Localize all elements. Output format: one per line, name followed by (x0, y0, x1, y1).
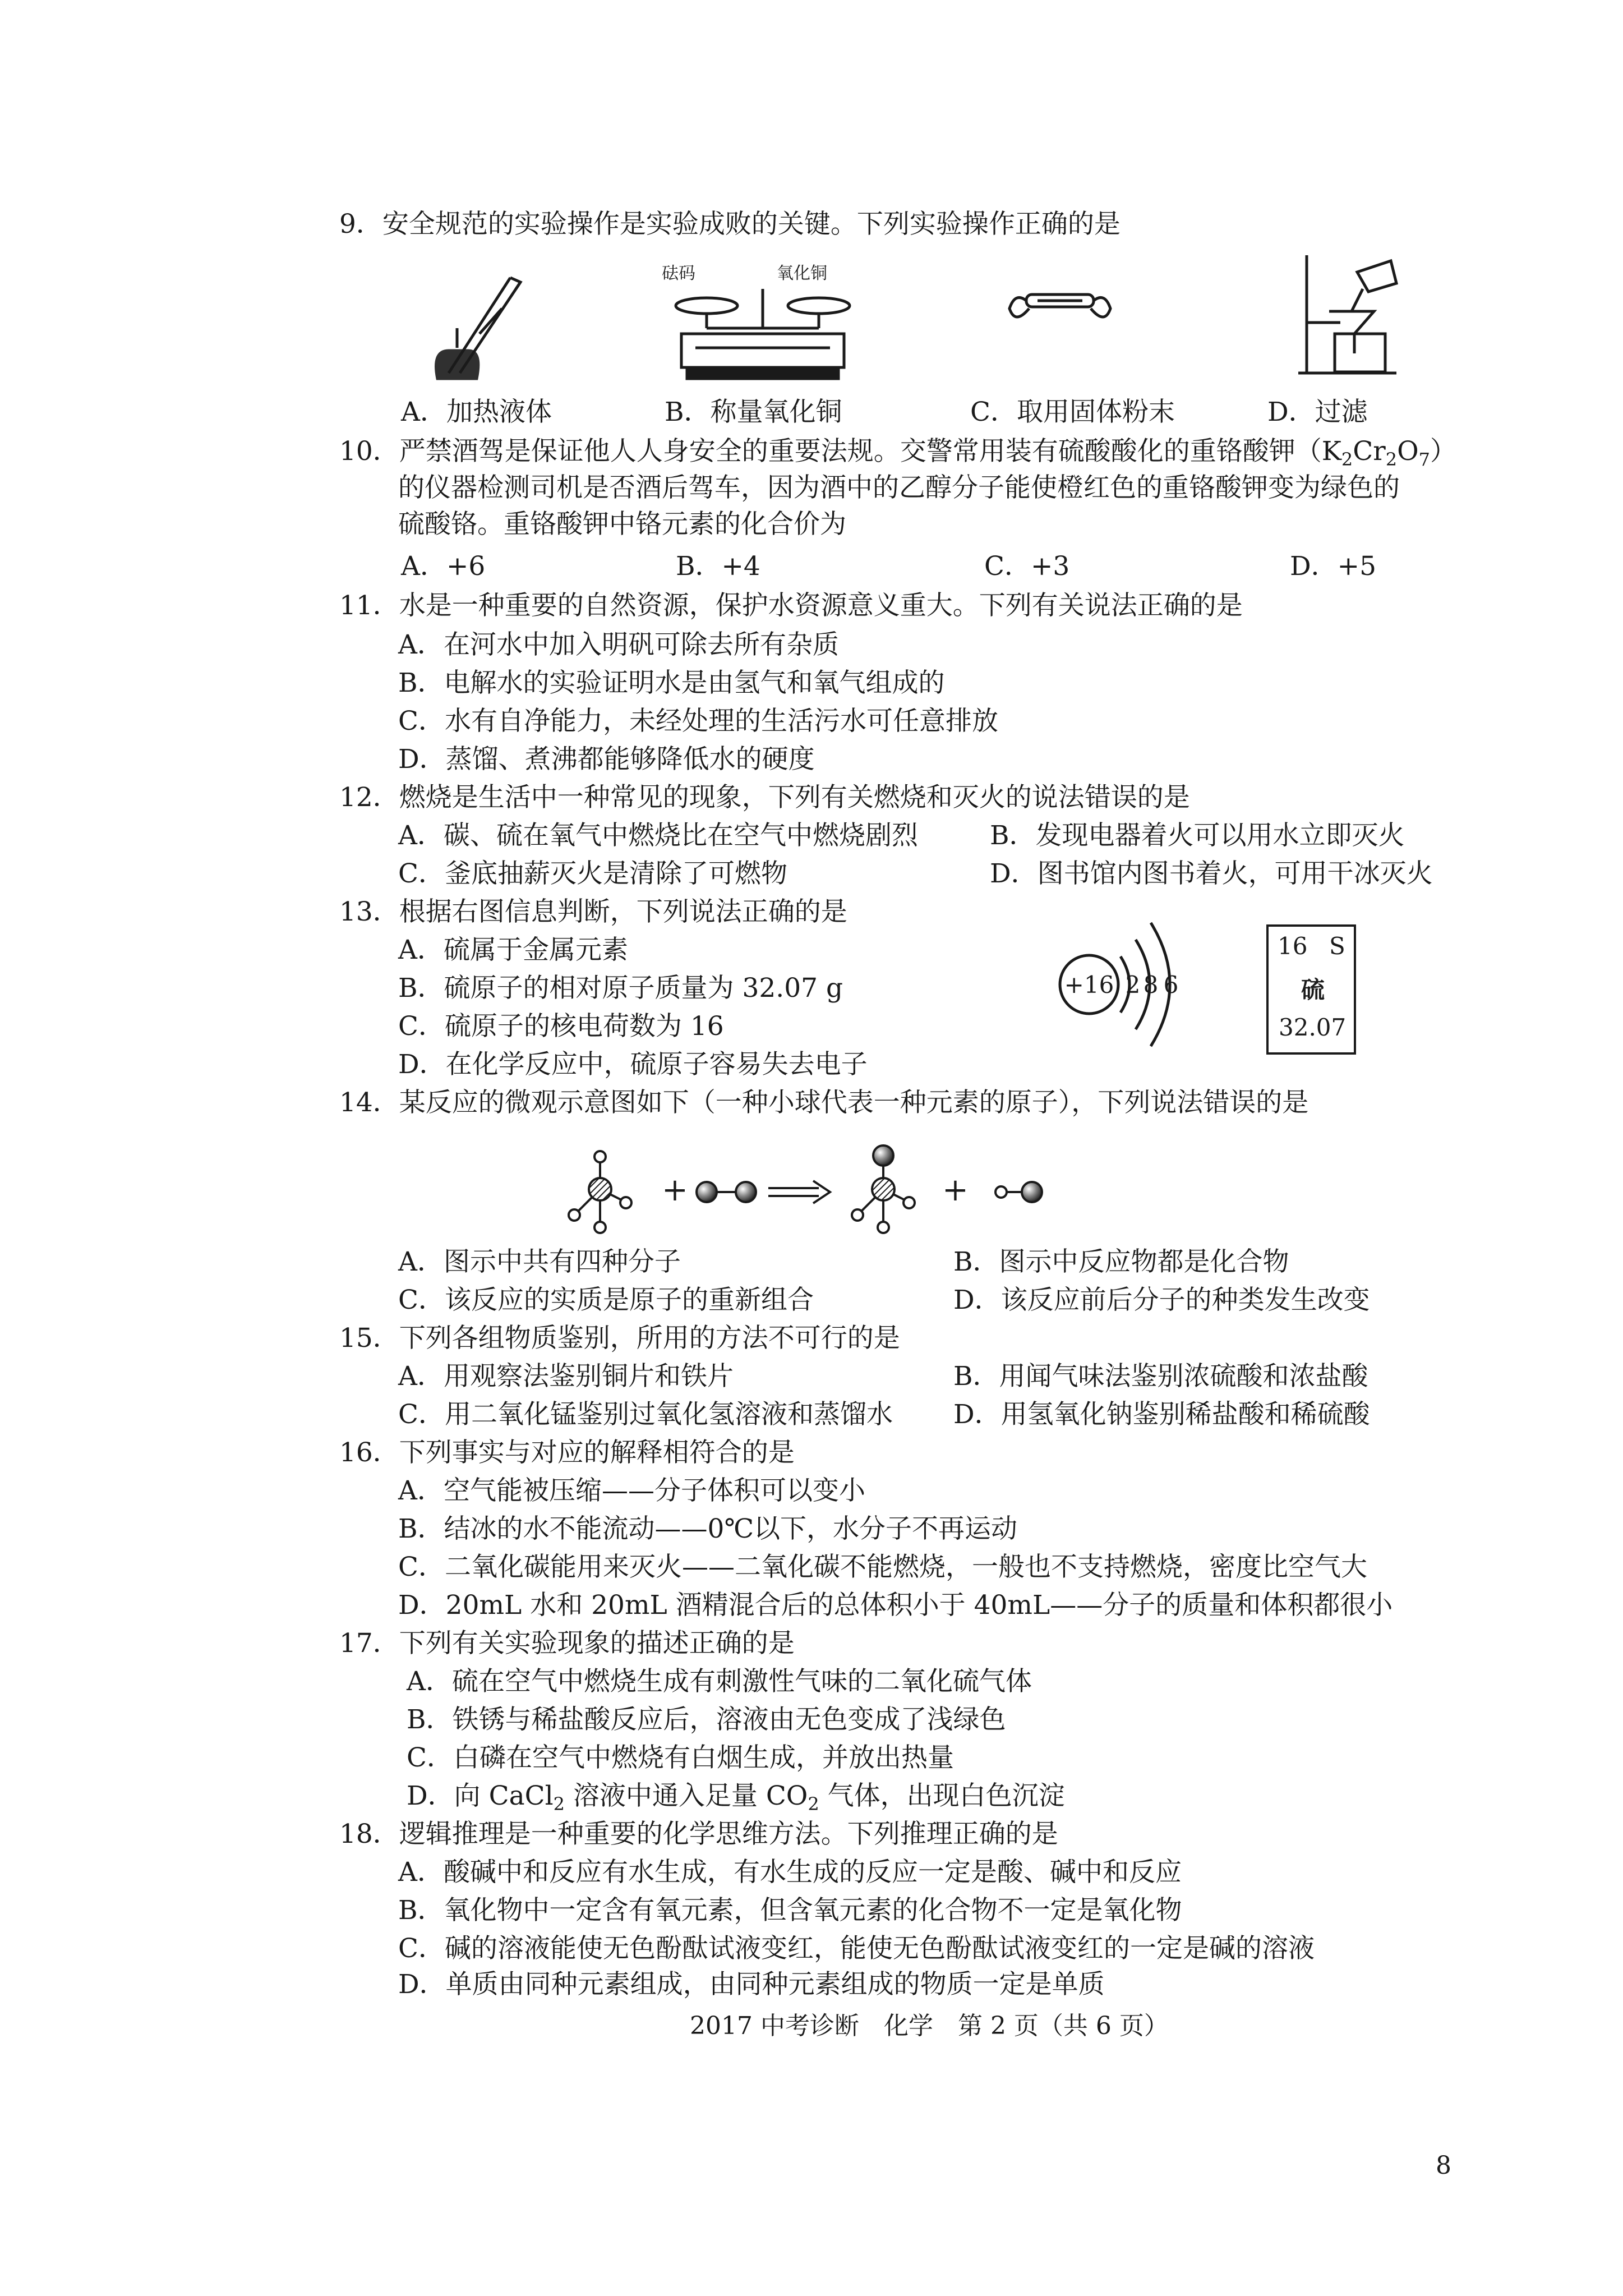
q9-option-b: B．称量氧化铜 (665, 397, 842, 427)
plus-sign-1: + (662, 1172, 688, 1208)
q14-option-c: C．该反应的实质是原子的重新组合 (398, 1285, 814, 1315)
q12-option-a: A．碳、硫在氧气中燃烧比在空气中燃烧剧烈 (398, 820, 918, 851)
reactant-molecule-1 (569, 1151, 631, 1233)
q12-option-c: C．釜底抽薪灭火是清除了可燃物 (398, 858, 787, 889)
q15-option-a: A．用观察法鉴别铜片和铁片 (398, 1361, 734, 1392)
q14-option-a: A．图示中共有四种分子 (398, 1246, 681, 1277)
weights-label: 砝码 (662, 264, 695, 283)
q13-option-d: D．在化学反应中，硫原子容易失去电子 (398, 1049, 868, 1080)
q11-option-c: C．水有自净能力，未经处理的生活污水可任意排放 (398, 706, 998, 737)
sulfur-element-card (1266, 924, 1356, 1055)
q13-option-a: A．硫属于金属元素 (398, 935, 628, 965)
q17-stem: 17．下列有关实验现象的描述正确的是 (339, 1628, 795, 1659)
q16-option-d: D．20mL 水和 20mL 酒精混合后的总体积小于 40mL——分子的质量和体积都很小 (398, 1590, 1393, 1621)
q12-option-b: B．发现电器着火可以用水立即灭火 (990, 820, 1405, 851)
nucleus-charge: +16 (1064, 971, 1114, 999)
q9-stem: 9．安全规范的实验操作是实验成败的关键。下列实验操作正确的是 (339, 209, 1121, 240)
q9-option-a: A．加热液体 (401, 397, 552, 427)
atomic-mass: 32.07 (1279, 1014, 1347, 1041)
q11-option-b: B．电解水的实验证明水是由氢气和氧气组成的 (398, 668, 945, 698)
q13-stem: 13．根据右图信息判断，下列说法正确的是 (339, 896, 847, 927)
q16-option-b: B．结冰的水不能流动——0℃以下，水分子不再运动 (398, 1513, 1018, 1544)
q12-option-d: D．图书馆内图书着火，可用干冰灭火 (990, 858, 1433, 889)
element-name: 硫 (1301, 976, 1325, 1004)
q12-stem: 12．燃烧是生活中一种常见的现象，下列有关燃烧和灭火的说法错误的是 (339, 782, 1190, 813)
q10-option-d: D．+5 (1290, 551, 1376, 582)
q17-option-c: C．白磷在空气中燃烧有白烟生成，并放出热量 (407, 1742, 954, 1773)
q16-option-a: A．空气能被压缩——分子体积可以变小 (398, 1475, 865, 1506)
q9-option-d: D．过滤 (1267, 397, 1368, 427)
q17-option-d: D．向 CaCl$_2$ 溶液中通入足量 $CO_2$ 气体，出现白色沉淀 (407, 1780, 1065, 1815)
copper-oxide-label: 氧化铜 (777, 264, 827, 283)
q10-option-c: C．+3 (984, 551, 1070, 582)
q17-option-a: A．硫在空气中燃烧生成有刺激性气味的二氧化硫气体 (407, 1666, 1032, 1697)
powder-figure (1004, 275, 1116, 337)
q16-stem: 16．下列事实与对应的解释相符合的是 (339, 1437, 795, 1468)
element-symbol: S (1329, 932, 1345, 960)
page-footer: 2017 中考诊断 化学 第 2 页（共 6 页） (690, 2012, 1169, 2040)
reaction-diagram (555, 1139, 1088, 1240)
product-molecule-2 (995, 1182, 1042, 1202)
q11-option-a: A．在河水中加入明矾可除去所有杂质 (398, 629, 839, 660)
q18-option-d: D．单质由同种元素组成，由同种元素组成的物质一定是单质 (398, 1969, 1105, 2000)
shell-2-electrons: 8 (1143, 971, 1159, 999)
plus-sign-2: + (942, 1172, 969, 1208)
q11-option-d: D．蒸馏、煮沸都能够降低水的硬度 (398, 744, 815, 775)
filtration-figure (1295, 250, 1408, 379)
sulfur-atom-structure (1054, 903, 1200, 1066)
q10-line1: 10．严禁酒驾是保证他人人身安全的重要法规。交警常用装有硫酸酸化的重铬酸钾$(K_2Cr_2O_7)$ (339, 436, 1456, 470)
product-molecule-1 (852, 1145, 915, 1233)
q14-stem: 14．某反应的微观示意图如下（一种小球代表一种元素的原子），下列说法错误的是 (339, 1087, 1309, 1118)
q11-stem: 11．水是一种重要的自然资源，保护水资源意义重大。下列有关说法正确的是 (339, 590, 1243, 621)
q18-option-c: C．碱的溶液能使无色酚酞试液变红，能使无色酚酞试液变红的一定是碱的溶液 (398, 1933, 1315, 1964)
q10-option-a: A．+6 (401, 551, 486, 582)
q17-option-b: B．铁锈与稀盐酸反应后，溶液由无色变成了浅绿色 (407, 1704, 1006, 1735)
q10-option-b: B．+4 (676, 551, 760, 582)
heating-liquid-figure (426, 266, 538, 384)
q9-option-c: C．取用固体粉末 (970, 397, 1175, 427)
reactant-molecule-2 (697, 1182, 756, 1202)
q14-option-b: B．图示中反应物都是化合物 (953, 1246, 1289, 1277)
q13-option-c: C．硫原子的核电荷数为 16 (398, 1011, 724, 1042)
page-number: 8 (1436, 2151, 1451, 2180)
q10-line2: 的仪器检测司机是否酒后驾车，因为酒中的乙醇分子能使橙红色的重铬酸钾变为绿色的 (398, 472, 1400, 503)
q16-option-c: C．二氧化碳能用来灭火——二氧化碳不能燃烧，一般也不支持燃烧，密度比空气大 (398, 1552, 1367, 1582)
q18-option-a: A．酸碱中和反应有水生成，有水生成的反应一定是酸、碱中和反应 (398, 1857, 1182, 1888)
balance-figure (673, 283, 852, 384)
q10-line3: 硫酸铬。重铬酸钾中铬元素的化合价为 (398, 509, 846, 540)
q14-option-d: D．该反应前后分子的种类发生改变 (953, 1285, 1370, 1315)
q15-option-d: D．用氢氧化钠鉴别稀盐酸和稀硫酸 (953, 1399, 1370, 1430)
shell-1-electrons: 2 (1125, 971, 1141, 999)
q15-stem: 15．下列各组物质鉴别，所用的方法不可行的是 (339, 1323, 900, 1354)
q15-option-c: C．用二氧化锰鉴别过氧化氢溶液和蒸馏水 (398, 1399, 893, 1430)
atomic-number: 16 (1278, 932, 1308, 960)
q18-stem: 18．逻辑推理是一种重要的化学思维方法。下列推理正确的是 (339, 1819, 1058, 1849)
q13-option-b: B．硫原子的相对原子质量为 32.07 g (398, 973, 843, 1004)
shell-3-electrons: 6 (1163, 971, 1179, 999)
q15-option-b: B．用闻气味法鉴别浓硫酸和浓盐酸 (953, 1361, 1368, 1392)
q18-option-b: B．氧化物中一定含有氧元素，但含氧元素的化合物不一定是氧化物 (398, 1895, 1182, 1926)
reaction-arrow (768, 1181, 830, 1203)
